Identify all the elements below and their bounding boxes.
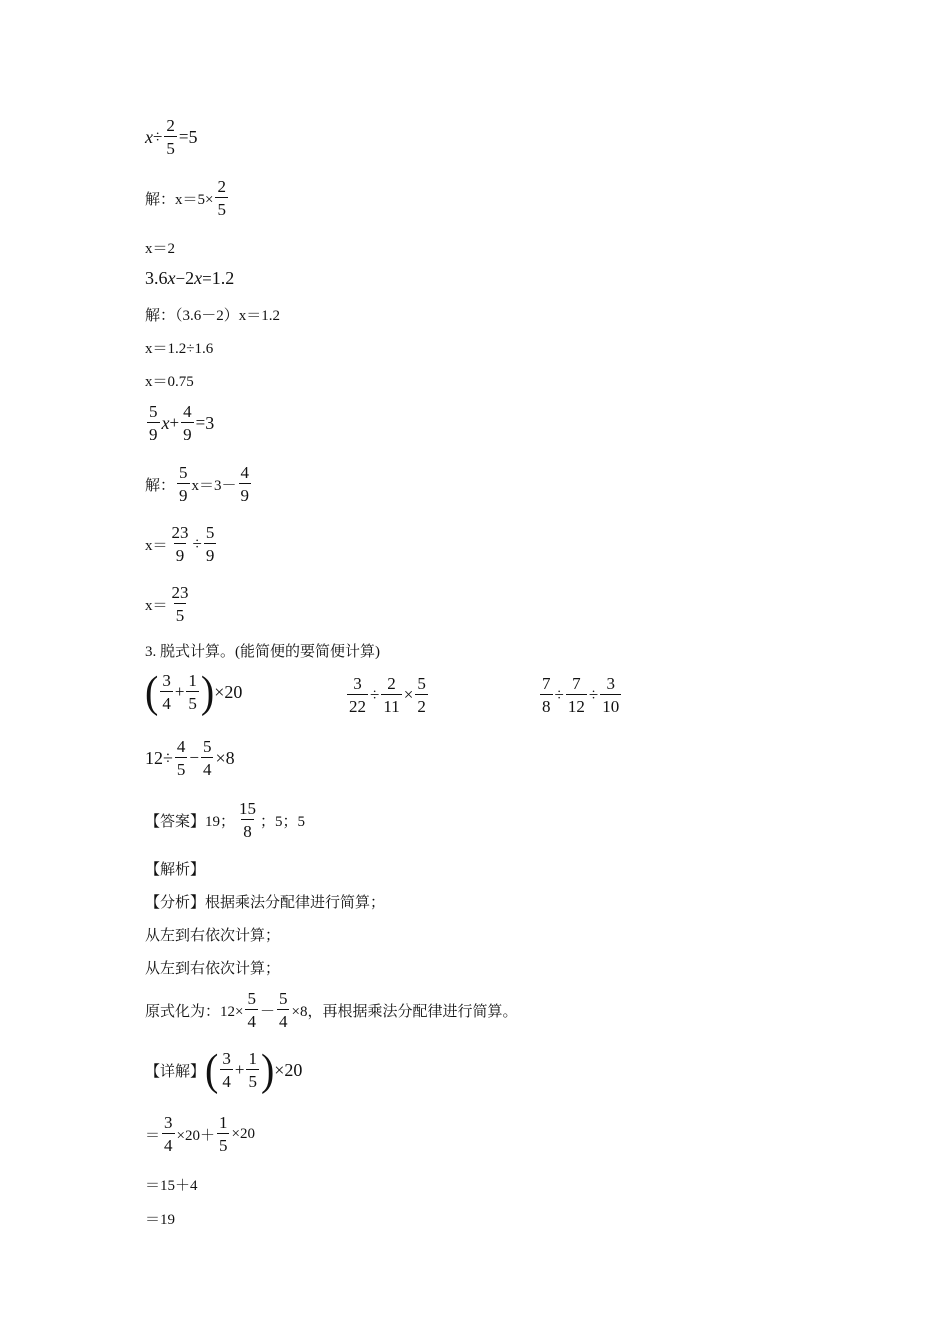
fraction	[540, 675, 553, 715]
numerator: 4	[183, 402, 192, 421]
numerator: 4	[240, 463, 250, 482]
denominator: 9	[181, 422, 194, 443]
denominator: 5	[186, 691, 199, 712]
denominator: 9	[239, 483, 252, 504]
jiexi-label: 【解析】	[145, 862, 206, 878]
fraction	[277, 990, 290, 1030]
q3-problem-4	[145, 738, 235, 778]
right-paren: )	[200, 666, 215, 717]
numerator: 2	[166, 116, 175, 135]
denominator: 5	[174, 603, 187, 624]
equals-sign: =	[195, 413, 206, 432]
fraction	[600, 675, 621, 715]
divide-sign: ÷	[370, 685, 380, 704]
numerator: 3	[164, 1113, 173, 1132]
divide-sign: ÷	[554, 685, 564, 704]
numerator: 5	[202, 737, 212, 756]
denominator: 4	[162, 1133, 175, 1154]
numerator: 7	[542, 674, 551, 693]
equals-sign: =	[202, 268, 212, 288]
fraction	[201, 738, 214, 778]
fraction	[245, 990, 258, 1030]
fraction	[164, 117, 177, 157]
numerator: 2	[217, 177, 226, 196]
eq2-problem	[145, 268, 234, 289]
denominator: 10	[600, 694, 621, 715]
denominator: 2	[415, 694, 428, 715]
fraction	[237, 800, 258, 840]
denominator: 4	[277, 1009, 290, 1030]
fenxi-line-3: 从左到右依次计算；	[145, 961, 281, 977]
eq3-step2	[145, 524, 218, 564]
fraction	[186, 672, 199, 712]
numerator: 3	[162, 671, 171, 690]
numerator: 3	[353, 674, 362, 693]
denominator: 5	[215, 197, 228, 218]
numerator: 2	[387, 674, 396, 693]
denominator: 8	[540, 694, 553, 715]
numerator: 3	[606, 674, 615, 693]
tail: ×8	[215, 747, 235, 768]
numerator: 5	[417, 674, 426, 693]
rhs: 3	[205, 412, 215, 433]
denominator: 9	[147, 422, 160, 443]
numerator: 5	[205, 523, 215, 542]
fraction	[217, 1114, 230, 1154]
step-text: x＝	[145, 537, 168, 554]
fraction	[215, 178, 228, 218]
numerator: 15	[239, 799, 257, 818]
denominator: 9	[204, 543, 217, 564]
numerator: 5	[149, 402, 158, 421]
numerator: 1	[188, 671, 197, 690]
tail: ×20	[274, 1059, 303, 1080]
times-sign: ×	[403, 685, 414, 704]
divide-sign: ÷	[588, 685, 599, 704]
denominator: 4	[201, 757, 214, 778]
numerator: 1	[248, 1049, 257, 1068]
fraction	[381, 675, 401, 715]
rhs: 1.2	[211, 268, 235, 288]
q3-problem-3	[538, 675, 623, 715]
divide-sign: ÷	[153, 127, 163, 146]
answer-label: 【答案】	[145, 813, 206, 830]
step-text: ×20	[231, 1125, 255, 1142]
left-paren: (	[145, 666, 159, 717]
denominator: 4	[245, 1009, 258, 1030]
q3-problem-2	[345, 675, 430, 715]
right-paren: )	[260, 1044, 275, 1095]
q3-problem-1	[145, 666, 243, 717]
fraction	[160, 672, 173, 712]
detail-step-1	[145, 1114, 255, 1154]
denominator: 8	[241, 819, 254, 840]
denominator: 5	[217, 1133, 230, 1154]
fraction	[170, 584, 191, 624]
divide-sign: ÷	[192, 534, 202, 553]
eq2-step3: x＝0.75	[145, 374, 194, 390]
rhs: 5	[188, 126, 198, 147]
variable: x	[194, 268, 203, 288]
answer-text: ；5；5	[260, 813, 306, 830]
eq2-step2: x＝1.2÷1.6	[145, 341, 214, 357]
minus-sign: −	[189, 748, 199, 767]
left-paren: (	[205, 1044, 219, 1095]
tail: ×20	[214, 681, 243, 702]
eq1-problem	[145, 117, 197, 157]
fraction	[177, 464, 190, 504]
answer-line	[145, 800, 305, 840]
eq1-step1	[145, 178, 230, 218]
numerator: 5	[247, 989, 256, 1008]
denominator: 11	[381, 694, 401, 715]
equals-sign: =	[178, 127, 189, 146]
step-text: ＝	[145, 1127, 161, 1144]
fraction	[170, 524, 191, 564]
step-text: ×20＋	[176, 1127, 215, 1144]
step-text: 解：	[145, 477, 176, 494]
variable: x	[167, 268, 176, 288]
q3-title: 3. 脱式计算。(能简便的要简便计算)	[145, 644, 380, 660]
fenxi-line: 【分析】根据乘法分配律进行简算；	[145, 895, 386, 911]
fraction	[566, 675, 587, 715]
step-text: 解：x＝5×	[145, 191, 214, 208]
numerator: 23	[171, 523, 189, 542]
denominator: 5	[164, 136, 177, 157]
plus-sign: +	[234, 1060, 245, 1079]
step-text: x＝3－	[191, 477, 237, 494]
fraction	[181, 403, 194, 443]
variable: x	[161, 412, 170, 433]
numerator: 4	[176, 737, 186, 756]
eq3-problem	[145, 403, 214, 443]
plus-sign: +	[169, 413, 180, 432]
eq3-step1	[145, 464, 253, 504]
coef-b: 2	[185, 268, 195, 288]
fraction	[246, 1050, 259, 1090]
step-text: x＝	[145, 597, 168, 614]
head: 12÷	[145, 747, 173, 768]
detail-line	[145, 1044, 303, 1095]
fraction	[347, 675, 368, 715]
fraction	[162, 1114, 175, 1154]
detail-step-3: ＝19	[145, 1212, 176, 1228]
numerator: 23	[171, 583, 189, 602]
eq2-step1: 解：（3.6－2）x＝1.2	[145, 308, 281, 324]
detail-step-2: ＝15＋4	[145, 1178, 198, 1194]
denominator: 4	[160, 691, 173, 712]
fraction	[239, 464, 252, 504]
numerator: 7	[572, 674, 581, 693]
fraction	[147, 403, 160, 443]
numerator: 5	[179, 463, 188, 482]
fenxi-line-4	[145, 990, 517, 1030]
numerator: 5	[278, 989, 288, 1008]
denominator: 4	[220, 1069, 233, 1090]
variable: x	[145, 126, 153, 147]
denominator: 22	[347, 694, 368, 715]
numerator: 1	[218, 1113, 228, 1132]
fenxi-line-2: 从左到右依次计算；	[145, 928, 281, 944]
denominator: 9	[174, 543, 187, 564]
answer-text: 19；	[205, 813, 236, 830]
eq1-step2: x＝2	[145, 241, 176, 257]
minus-sign: −	[175, 268, 186, 288]
denominator: 9	[177, 483, 190, 504]
fraction	[175, 738, 188, 778]
step-text: ×8，再根据乘法分配律进行简算。	[291, 1003, 518, 1020]
step-text: 原式化为：12×	[145, 1003, 244, 1020]
fraction	[220, 1050, 233, 1090]
fraction	[415, 675, 428, 715]
denominator: 5	[246, 1069, 259, 1090]
denominator: 12	[566, 694, 587, 715]
eq3-step3	[145, 584, 193, 624]
denominator: 5	[175, 757, 188, 778]
fraction	[204, 524, 217, 564]
detail-label: 【详解】	[145, 1063, 206, 1080]
numerator: 3	[222, 1049, 231, 1068]
minus-sign: －	[259, 1003, 275, 1020]
plus-sign: +	[174, 682, 185, 701]
coef-a: 3.6	[145, 268, 168, 288]
